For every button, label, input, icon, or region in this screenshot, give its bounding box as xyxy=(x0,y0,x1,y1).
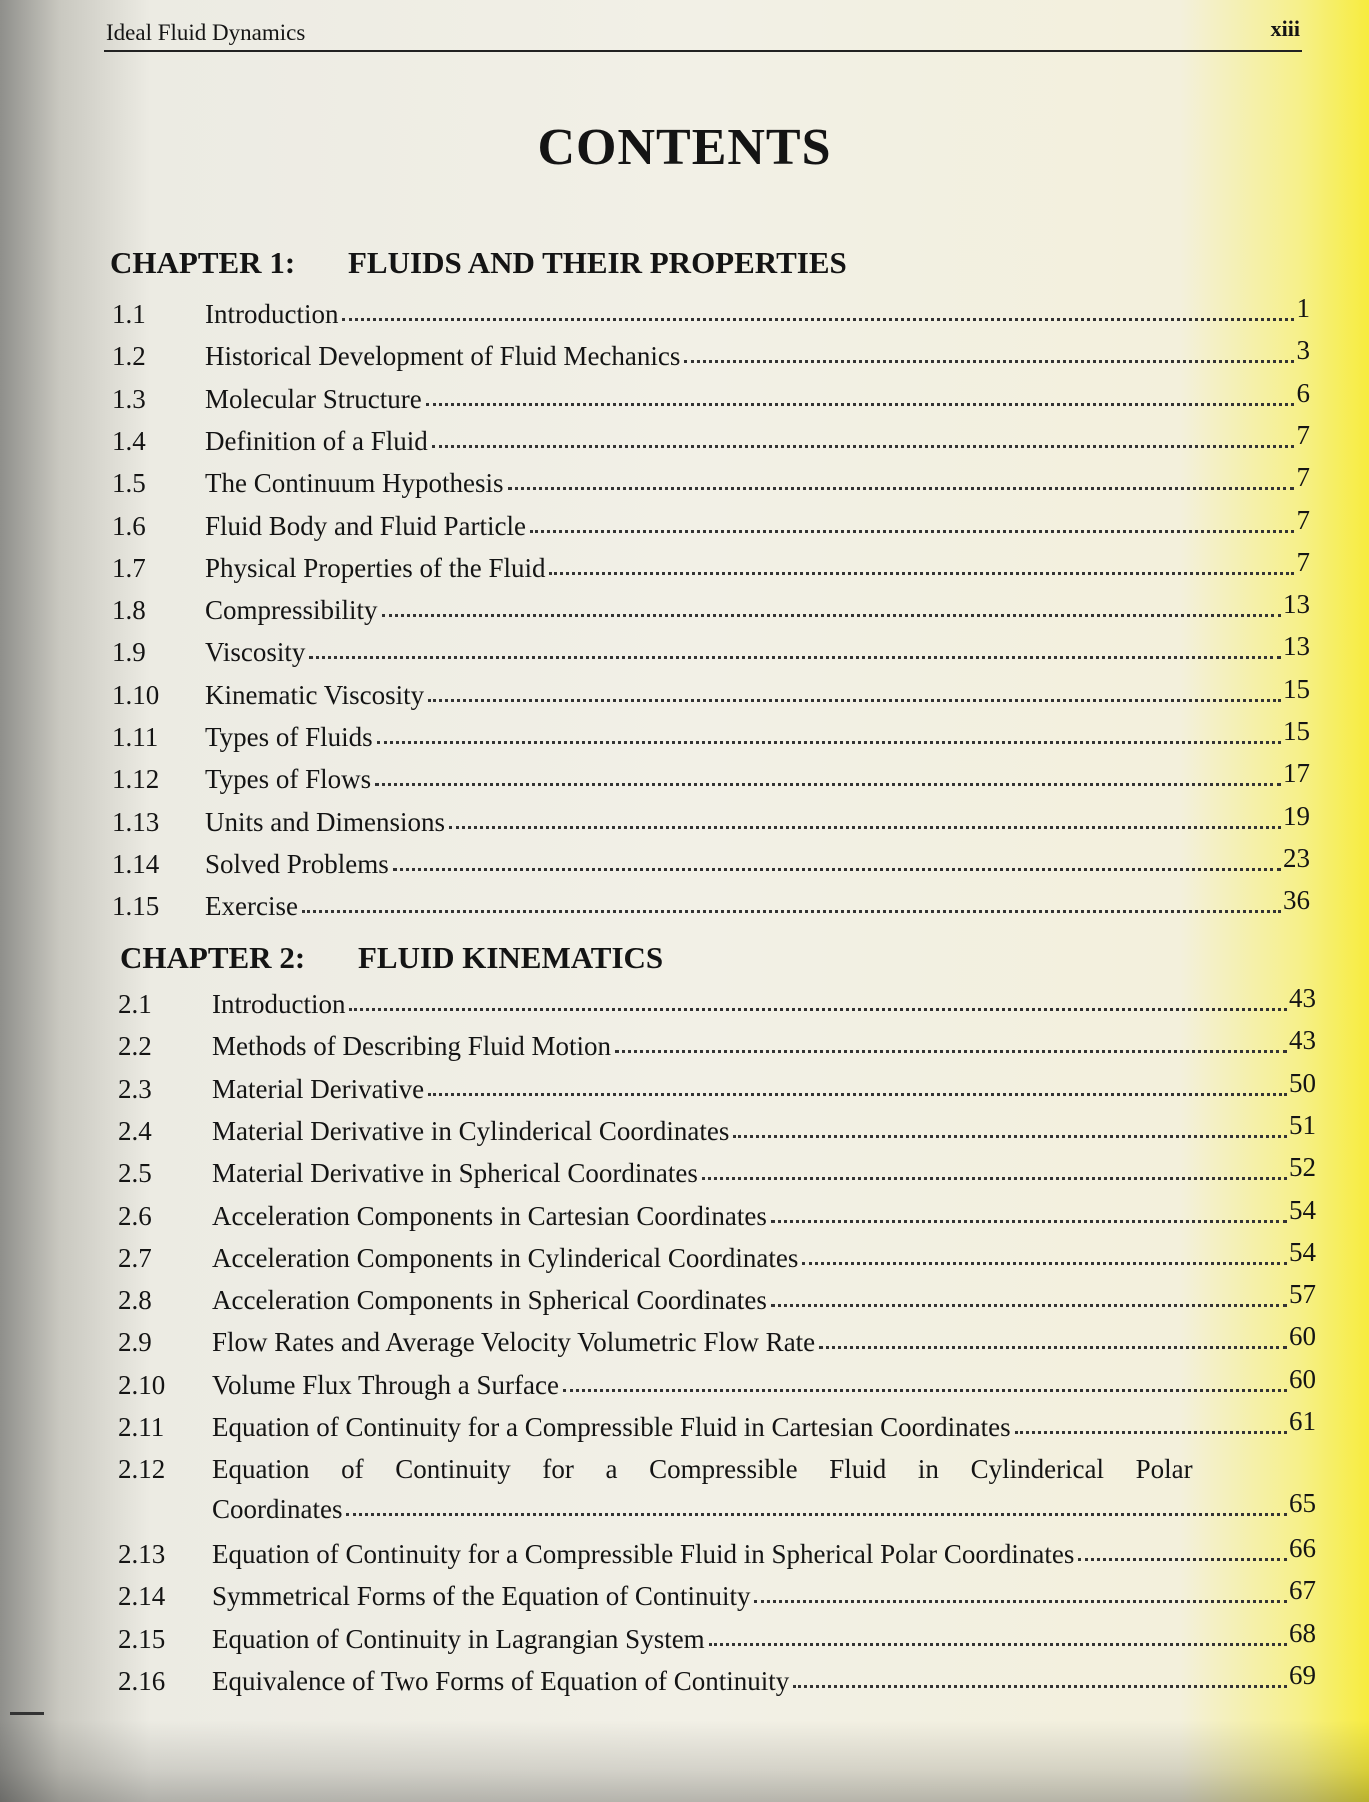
section-number: 1.5 xyxy=(112,468,146,499)
section-title: Units and Dimensions xyxy=(205,806,445,837)
dot-leader xyxy=(819,1346,1287,1349)
section-page-number: 3 xyxy=(1296,335,1310,366)
section-page-number: 52 xyxy=(1289,1152,1316,1183)
section-page-number: 7 xyxy=(1296,546,1310,577)
section-number: 1.9 xyxy=(112,637,146,668)
section-title: Methods of Describing Fluid Motion xyxy=(212,1031,611,1062)
section-page-number: 7 xyxy=(1296,504,1310,535)
dot-leader xyxy=(549,572,1294,575)
section-title: Introduction xyxy=(212,989,346,1019)
section-number: 2.4 xyxy=(118,1115,152,1146)
section-number: 1.15 xyxy=(112,891,160,922)
dot-leader xyxy=(754,1600,1287,1603)
section-title: Viscosity xyxy=(205,637,306,668)
section-page-number: 54 xyxy=(1289,1194,1316,1225)
toc-entry[interactable] xyxy=(118,1067,1316,1107)
dot-leader xyxy=(393,868,1281,871)
section-number: 1.3 xyxy=(112,383,146,414)
section-number: 1.14 xyxy=(112,848,160,879)
section-page-number: 61 xyxy=(1289,1406,1316,1436)
toc-entry[interactable] xyxy=(118,1659,1316,1699)
section-title: Definition of a Fluid xyxy=(205,425,428,456)
section-title: Compressibility xyxy=(205,595,378,626)
toc-entry[interactable] xyxy=(118,1025,1316,1064)
section-number: 1.6 xyxy=(112,510,146,541)
toc-entry[interactable] xyxy=(112,293,1310,332)
section-number: 1.12 xyxy=(112,764,160,795)
chapter-label: CHAPTER 2: xyxy=(120,940,306,975)
section-title: Solved Problems xyxy=(205,848,389,879)
dot-leader xyxy=(1015,1431,1287,1434)
toc-entry[interactable] xyxy=(118,1363,1316,1403)
section-title: Kinematic Viscosity xyxy=(205,679,425,710)
section-number: 1.1 xyxy=(112,299,146,329)
section-page-number: 51 xyxy=(1289,1109,1316,1140)
section-number: 2.14 xyxy=(118,1581,166,1612)
toc-entry[interactable] xyxy=(118,1194,1316,1234)
section-number: 2.1 xyxy=(118,989,152,1019)
section-title: Material Derivative in Spherical Coordinates xyxy=(212,1158,698,1189)
section-number: 2.6 xyxy=(118,1200,152,1231)
toc-entry[interactable] xyxy=(118,1321,1316,1360)
section-page-number: 13 xyxy=(1283,589,1310,620)
section-title: Historical Development of Fluid Mechanics xyxy=(205,341,681,372)
dot-leader xyxy=(793,1685,1287,1688)
section-title: Material Derivative xyxy=(212,1073,425,1104)
section-title: Acceleration Components in Cylinderical Coordinates xyxy=(212,1242,799,1273)
section-page-number: 43 xyxy=(1289,1025,1316,1056)
chapter-heading xyxy=(110,245,847,281)
dot-leader xyxy=(428,1093,1287,1096)
section-page-number: 1 xyxy=(1296,293,1310,323)
section-page-number: 43 xyxy=(1289,983,1316,1013)
section-title: Fluid Body and Fluid Particle xyxy=(205,510,526,541)
section-page-number: 60 xyxy=(1289,1363,1316,1394)
toc-entry[interactable] xyxy=(118,983,1316,1022)
section-number: 1.2 xyxy=(112,341,146,372)
dot-leader xyxy=(346,1513,1287,1516)
dot-leader xyxy=(771,1220,1287,1223)
section-number: 2.2 xyxy=(118,1031,152,1062)
section-number: 2.15 xyxy=(118,1623,166,1654)
section-page-number: 66 xyxy=(1289,1532,1316,1563)
toc-entry[interactable] xyxy=(112,716,1310,755)
dot-leader xyxy=(702,1177,1287,1180)
section-title: Equation of Continuity for a Compressible Fluid in Cylinderical Polar xyxy=(212,1454,1193,1485)
dot-leader xyxy=(771,1304,1287,1307)
section-page-number: 17 xyxy=(1283,758,1310,789)
section-number: 1.10 xyxy=(112,679,160,710)
dot-leader xyxy=(733,1135,1287,1138)
book-title: Ideal Fluid Dynamics xyxy=(106,20,306,45)
section-title: Physical Properties of the Fluid xyxy=(205,552,546,583)
toc-entry[interactable] xyxy=(118,1451,1316,1523)
toc-entry[interactable] xyxy=(112,842,1310,882)
section-title: Acceleration Components in Spherical Coordinates xyxy=(212,1285,767,1316)
dot-leader xyxy=(428,699,1281,702)
section-page-number: 57 xyxy=(1289,1279,1316,1310)
dot-leader xyxy=(349,1008,1287,1011)
toc-entry[interactable] xyxy=(118,1279,1316,1318)
chapter-heading xyxy=(120,940,663,976)
toc-entry[interactable] xyxy=(112,885,1310,924)
section-page-number: 7 xyxy=(1296,462,1310,493)
page-number: xiii xyxy=(1270,16,1300,41)
section-page-number: 67 xyxy=(1289,1575,1316,1606)
section-title: Volume Flux Through a Surface xyxy=(212,1369,559,1400)
dot-leader xyxy=(1078,1558,1287,1561)
toc-entry[interactable] xyxy=(112,335,1310,374)
section-page-number: 36 xyxy=(1283,885,1310,916)
section-number: 1.4 xyxy=(112,425,146,456)
section-page-number: 69 xyxy=(1289,1659,1316,1690)
toc-entry[interactable] xyxy=(112,546,1310,586)
chapter-label: CHAPTER 1: xyxy=(110,245,296,280)
section-page-number: 60 xyxy=(1289,1321,1316,1352)
section-number: 2.12 xyxy=(118,1454,166,1485)
toc-entry[interactable] xyxy=(118,1575,1316,1614)
section-title: Types of Fluids xyxy=(205,722,373,752)
section-title: Equation of Continuity for a Compressible Fluid in Cartesian Coordinates xyxy=(212,1412,1011,1442)
section-number: 1.11 xyxy=(112,722,159,752)
chapter-title: FLUIDS AND THEIR PROPERTIES xyxy=(348,245,847,280)
section-page-number: 7 xyxy=(1296,419,1310,450)
dot-leader xyxy=(449,826,1281,829)
section-number: 2.13 xyxy=(118,1538,166,1569)
page-edge-shadow xyxy=(0,1720,1369,1802)
section-number: 2.9 xyxy=(118,1327,152,1358)
dot-leader xyxy=(432,445,1294,448)
toc-entry[interactable] xyxy=(112,631,1310,670)
section-number: 2.3 xyxy=(118,1073,152,1104)
section-number: 2.11 xyxy=(118,1412,165,1442)
dot-leader xyxy=(615,1050,1287,1053)
toc-entry[interactable] xyxy=(118,1236,1316,1276)
section-page-number: 65 xyxy=(1289,1488,1316,1519)
dot-leader xyxy=(342,318,1294,321)
running-head xyxy=(104,16,1302,52)
section-page-number: 23 xyxy=(1283,842,1310,873)
toc-entry[interactable] xyxy=(112,800,1310,840)
section-page-number: 6 xyxy=(1296,377,1310,408)
toc-entry[interactable] xyxy=(118,1109,1316,1149)
section-page-number: 19 xyxy=(1283,800,1310,831)
section-title-continued: Coordinates xyxy=(212,1494,343,1525)
section-number: 2.10 xyxy=(118,1369,166,1400)
section-title: Molecular Structure xyxy=(205,383,422,414)
toc-entry[interactable] xyxy=(112,462,1310,501)
section-page-number: 15 xyxy=(1283,716,1310,746)
toc-entry[interactable] xyxy=(118,1617,1316,1657)
dot-leader xyxy=(426,403,1294,406)
section-title: Flow Rates and Average Velocity Volumetric Flow Rate xyxy=(212,1327,816,1358)
chapter-title: FLUID KINEMATICS xyxy=(358,940,664,975)
dot-leader xyxy=(375,783,1281,786)
toc-entry[interactable] xyxy=(112,419,1310,459)
toc-entry[interactable] xyxy=(112,758,1310,797)
section-page-number: 68 xyxy=(1289,1617,1316,1648)
section-number: 2.5 xyxy=(118,1158,152,1189)
section-title: Types of Flows xyxy=(205,764,372,795)
dot-leader xyxy=(382,614,1281,617)
section-page-number: 50 xyxy=(1289,1067,1316,1098)
section-title: Equivalence of Two Forms of Equation of Continuity xyxy=(212,1665,790,1696)
toc-entry[interactable] xyxy=(112,504,1310,544)
toc-entry[interactable] xyxy=(112,673,1310,713)
section-title: The Continuum Hypothesis xyxy=(205,468,504,499)
dot-leader xyxy=(709,1643,1287,1646)
margin-mark xyxy=(10,1712,44,1715)
dot-leader xyxy=(802,1262,1287,1265)
section-number: 2.16 xyxy=(118,1665,166,1696)
section-page-number: 13 xyxy=(1283,631,1310,662)
section-number: 2.8 xyxy=(118,1285,152,1316)
section-page-number: 54 xyxy=(1289,1236,1316,1267)
dot-leader xyxy=(508,487,1294,490)
section-title: Acceleration Components in Cartesian Coordinates xyxy=(212,1200,767,1231)
section-page-number: 15 xyxy=(1283,673,1310,704)
dot-leader xyxy=(563,1389,1287,1392)
section-title: Symmetrical Forms of the Equation of Continuity xyxy=(212,1581,751,1612)
section-title: Equation of Continuity in Lagrangian System xyxy=(212,1623,705,1654)
section-number: 2.7 xyxy=(118,1242,152,1273)
toc-entry[interactable] xyxy=(118,1532,1316,1572)
dot-leader xyxy=(377,741,1281,744)
section-title: Equation of Continuity for a Compressible Fluid in Spherical Polar Coordinates xyxy=(212,1538,1075,1569)
section-title: Material Derivative in Cylinderical Coordinates xyxy=(212,1115,730,1146)
section-title: Introduction xyxy=(205,299,339,329)
section-number: 1.7 xyxy=(112,552,146,583)
toc-entry[interactable] xyxy=(112,589,1310,628)
dot-leader xyxy=(684,360,1294,363)
dot-leader xyxy=(530,530,1294,533)
contents-heading: CONTENTS xyxy=(537,119,832,176)
section-number: 1.8 xyxy=(112,595,146,626)
toc-entry[interactable] xyxy=(118,1406,1316,1445)
section-title: Exercise xyxy=(205,891,298,922)
dot-leader xyxy=(302,910,1281,913)
toc-entry[interactable] xyxy=(118,1152,1316,1191)
toc-entry[interactable] xyxy=(112,377,1310,417)
dot-leader xyxy=(309,656,1281,659)
section-number: 1.13 xyxy=(112,806,160,837)
